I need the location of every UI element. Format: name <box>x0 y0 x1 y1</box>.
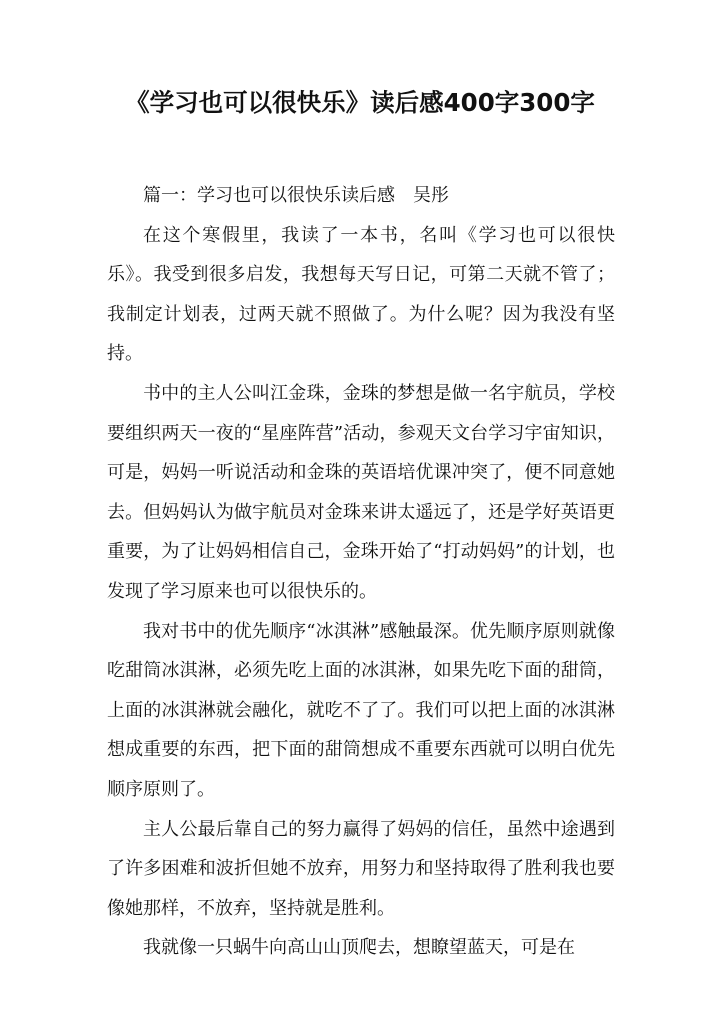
paragraph-3: 我对书中的优先顺序“冰淇淋”感触最深。优先顺序原则就像吃甜筒冰淇淋，必须先吃上面的冰淇淋，如果先吃下面的甜筒，上面的冰淇淋就会融化，就吃不了了。我们可以把上面的冰淇淋想成重要的东西，把下面的甜筒想成不重要东西就可以明白优先顺序原则了。 <box>107 620 615 800</box>
paragraph-5: 我就像一只蜗牛向高山山顶爬去，想瞭望蓝天，可是在 <box>143 937 575 959</box>
author-name: 吴彤 <box>413 185 449 206</box>
paragraph-2: 书中的主人公叫江金珠，金珠的梦想是做一名宇航员，学校要组织两天一夜的“星座阵营”活动，参观天文台学习宇宙知识，可是，妈妈一听说活动和金珠的英语培优课冲突了，便不同意她去。但妈妈认为做宇航员对金珠来讲太遥远了，还是学好英语更重要，为了让妈妈相信自己，金珠开始了“打动妈妈”的计划，也发现了学习原来也可以很快乐的。 <box>107 382 615 602</box>
document-body <box>107 176 615 968</box>
section-heading <box>107 176 615 216</box>
document-title: 《学习也可以很快乐》读后感400字300字 <box>125 88 595 117</box>
paragraph-1: 在这个寒假里，我读了一本书，名叫《学习也可以很快乐》。我受到很多启发，我想每天写日记，可第二天就不管了；我制定计划表，过两天就不照做了。为什么呢？因为我没有坚持。 <box>107 224 615 365</box>
paragraph-4: 主人公最后靠自己的努力赢得了妈妈的信任，虽然中途遇到了许多困难和波折但她不放弃，用努力和坚持取得了胜利我也要像她那样，不放弃，坚持就是胜利。 <box>107 818 615 919</box>
section-heading-label: 篇一：学习也可以很快乐读后感 <box>143 185 395 206</box>
